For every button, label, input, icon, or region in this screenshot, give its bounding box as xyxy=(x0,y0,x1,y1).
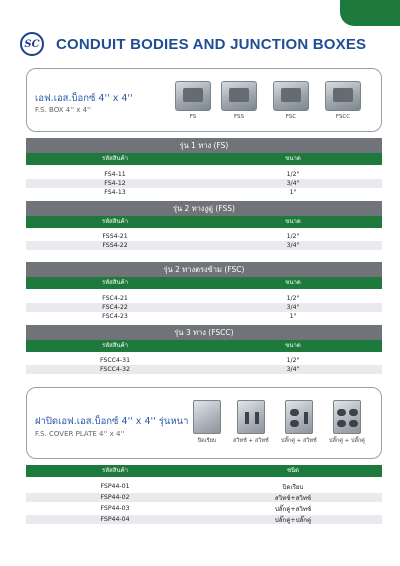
table-row xyxy=(26,170,382,179)
table-row xyxy=(26,179,382,188)
product-code: FS4-13 xyxy=(104,189,126,196)
column-code: รหัสสินค้า xyxy=(102,218,128,225)
product-label: FSCC xyxy=(335,114,351,120)
product-size: 1/2" xyxy=(286,171,300,178)
fscc-box-image xyxy=(325,81,361,111)
column-size: ขนาด xyxy=(285,218,301,225)
product-label: ปิดเรียบ xyxy=(197,438,217,444)
product-code: FSC4-21 xyxy=(102,295,128,302)
table-row xyxy=(26,303,382,312)
outlet-switch-plate-image xyxy=(285,400,313,434)
product-size: 1" xyxy=(289,189,297,196)
section-title-fss: รุ่น 2 ทางงูดู่ (FSS) xyxy=(26,201,382,216)
table-row xyxy=(26,493,382,502)
product-label: ปลั๊กคู่ + ปลั๊กคู่ xyxy=(329,438,365,444)
table-row xyxy=(26,482,382,491)
product-code: FSP44-03 xyxy=(100,505,130,512)
product-size: 3/4" xyxy=(286,242,300,249)
plate-outlet-outlet xyxy=(329,400,365,445)
plate-switch-switch xyxy=(233,400,269,445)
table-header xyxy=(26,216,382,228)
product-code: FSP44-01 xyxy=(100,483,130,490)
fss-box-image xyxy=(221,81,257,111)
plate-outlet-switch xyxy=(281,400,317,445)
product-size: 3/4" xyxy=(286,366,300,373)
column-code: รหัสสินค้า xyxy=(102,279,128,286)
blank-plate-image xyxy=(193,400,221,434)
cover-plate-title-en: F.S. COVER PLATE 4'' x 4'' xyxy=(35,430,125,438)
product-code: FSS4-22 xyxy=(102,242,128,249)
product-size: 1/2" xyxy=(286,357,300,364)
table-row xyxy=(26,504,382,513)
table-row xyxy=(26,365,382,374)
fsc-box-image xyxy=(273,81,309,111)
product-label: สวิทช์ + สวิทช์ xyxy=(233,438,269,444)
plate-blank xyxy=(193,400,221,445)
cover-plate-card xyxy=(26,387,382,459)
product-size: 1" xyxy=(289,313,297,320)
product-type: ปลั๊กคู่+สวิทช์ xyxy=(274,505,312,513)
product-fscc xyxy=(325,81,361,120)
section-title-fscc: รุ่น 3 ทาง (FSCC) xyxy=(26,325,382,340)
product-size: 3/4" xyxy=(286,304,300,311)
page-header xyxy=(20,32,366,56)
table-row xyxy=(26,294,382,303)
column-size: ขนาด xyxy=(285,155,301,162)
product-code: FSP44-04 xyxy=(100,516,130,523)
column-type: ชนิด xyxy=(286,467,300,474)
table-header xyxy=(26,465,382,477)
table-row xyxy=(26,188,382,197)
product-code: FSC4-23 xyxy=(102,313,128,320)
fs-box-title-th: เอฟ.เอส.บ็อกซ์ 4'' x 4'' xyxy=(35,93,133,104)
table-row xyxy=(26,232,382,241)
product-label: FSC xyxy=(285,114,297,120)
switch-switch-plate-image xyxy=(237,400,265,434)
fs-box-card xyxy=(26,68,382,132)
fs-box-image xyxy=(175,81,211,111)
column-code: รหัสสินค้า xyxy=(102,342,128,349)
product-type: ปิดเรียบ xyxy=(282,483,304,491)
table-row xyxy=(26,312,382,321)
column-size: ขนาด xyxy=(285,279,301,286)
product-size: 3/4" xyxy=(286,180,300,187)
outlet-outlet-plate-image xyxy=(333,400,361,434)
product-size: 1/2" xyxy=(286,233,300,240)
product-type: ปลั๊กคู่+ปลั๊กคู่ xyxy=(274,516,312,524)
table-header xyxy=(26,153,382,165)
column-code: รหัสสินค้า xyxy=(102,155,128,162)
section-title-fs: รุ่น 1 ทาง (FS) xyxy=(26,138,382,153)
product-code: FSC4-22 xyxy=(102,304,128,311)
column-size: ขนาด xyxy=(285,342,301,349)
product-fss xyxy=(221,81,257,120)
product-label: FS xyxy=(189,114,197,120)
product-code: FSCC4-31 xyxy=(99,357,131,364)
product-label: ปลั๊กคู่ + สวิทช์ xyxy=(281,438,317,444)
table-row xyxy=(26,515,382,524)
table-header xyxy=(26,277,382,289)
product-label: FSS xyxy=(233,114,245,120)
sc-logo: SC xyxy=(20,32,44,56)
table-header xyxy=(26,340,382,352)
product-size: 1/2" xyxy=(286,295,300,302)
corner-tab xyxy=(340,0,400,26)
product-fs xyxy=(175,81,211,120)
product-code: FS4-11 xyxy=(104,171,126,178)
column-code: รหัสสินค้า xyxy=(102,467,128,474)
product-code: FS4-12 xyxy=(104,180,126,187)
product-code: FSP44-02 xyxy=(100,494,130,501)
cover-plate-title-th: ฝาปิดเอฟ.เอส.บ็อกซ์ 4'' x 4'' รุ่นหนา xyxy=(35,416,189,427)
product-fsc xyxy=(273,81,309,120)
section-title-fsc: รุ่น 2 ทางตรงข้าม (FSC) xyxy=(26,262,382,277)
fs-box-title-en: F.S. BOX 4'' x 4'' xyxy=(35,106,91,114)
product-code: FSS4-21 xyxy=(102,233,128,240)
product-code: FSCC4-32 xyxy=(99,366,131,373)
table-row xyxy=(26,241,382,250)
table-row xyxy=(26,356,382,365)
page-title: CONDUIT BODIES AND JUNCTION BOXES xyxy=(56,35,367,53)
product-type: สวิทช์+สวิทช์ xyxy=(274,494,312,502)
